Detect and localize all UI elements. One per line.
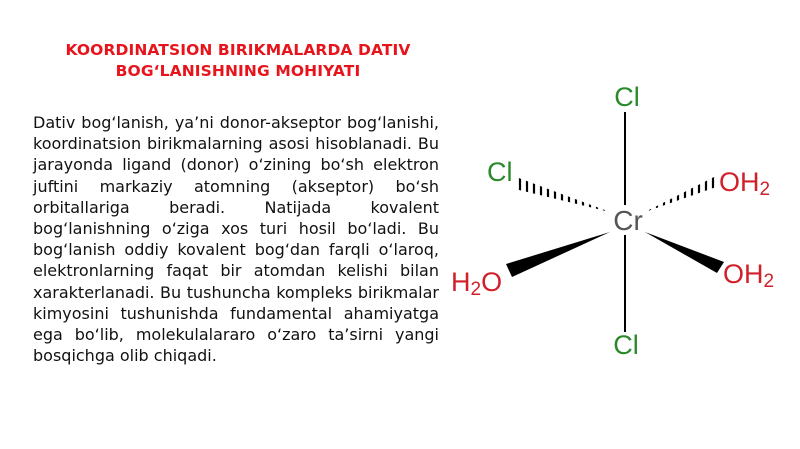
atom-cr-center: Cr [613, 205, 643, 236]
ligand-oh2-back-right: OH2 [719, 167, 771, 200]
atom-cl-bottom: Cl [613, 330, 639, 360]
atom-cl-top: Cl [614, 82, 640, 112]
atom-cl-left: Cl [487, 157, 513, 187]
slide-title: KOORDINATSION BIRIKMALARDA DATIV BOG‘LANISHNING MOHIYATI [65, 41, 411, 80]
hashed-bond-right [650, 168, 713, 220]
ligand-oh2-front-right: OH2 [723, 259, 775, 292]
ligand-h2o-front-left: H2O [451, 267, 503, 300]
octahedral-complex-diagram [440, 60, 800, 380]
hashed-bond-left [520, 170, 604, 220]
wedge-bond-right [645, 232, 724, 273]
wedge-bond-left [506, 232, 610, 277]
body-paragraph: Dativ bog‘lanish, ya’ni donor-akseptor bog‘lanishi, koordinatsion birikmalarning asosi hisoblanadi. Bu jarayonda ligand (donor) o‘zining bo‘sh elektron juftini markaziy atomning (akseptor) bo‘sh orbitallariga beradi. Natijada kovalent bog‘lanishning o‘ziga xos turi hosil bo‘ladi. Bu bog‘lanish oddiy kovalent bog‘dan farqli o‘laroq, elektronlarning faqat bir atomdan kelishi bilan xarakterlanadi. Bu tushuncha kompleks birikmalar kimyosini tushunishda fundamental ahamiyatga ega bo‘lib, molekulalararo o‘zaro ta’sirni yangi bosqichga olib chiqadi. [33, 113, 439, 366]
